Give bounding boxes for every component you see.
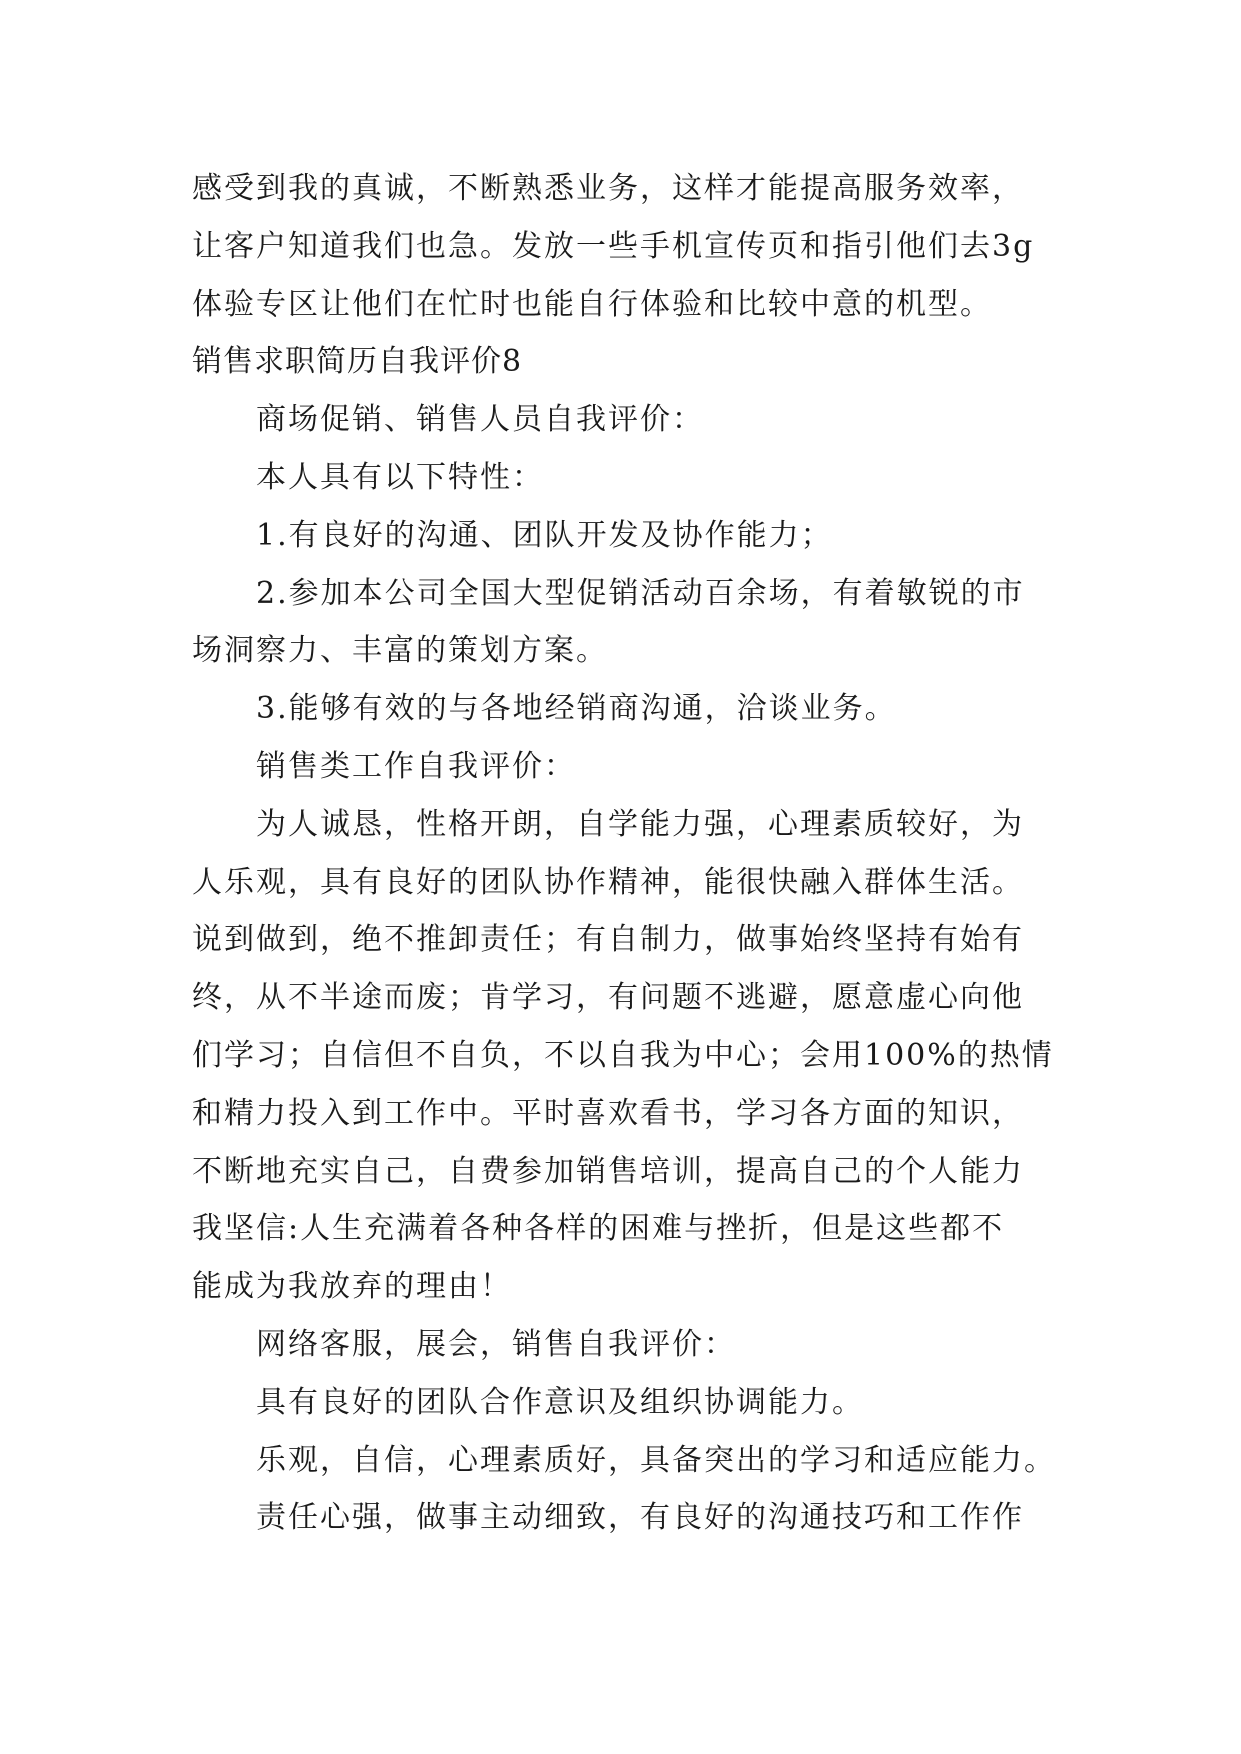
section-heading: 销售求职简历自我评价8: [192, 344, 523, 380]
subheading-line: 销售类工作自我评价：: [256, 748, 576, 784]
document-body: [192, 160, 1072, 1547]
subheading-line: 网络客服，展会，销售自我评价：: [256, 1326, 736, 1362]
paragraph-line: 本人具有以下特性：: [256, 459, 544, 495]
paragraph-line: 终，从不半途而废；肯学习，有问题不逃避，愿意虚心向他: [192, 980, 1024, 1016]
paragraph-line: 为人诚恳，性格开朗，自学能力强，心理素质较好，为: [256, 806, 1024, 842]
paragraph-line: 能成为我放弃的理由！: [192, 1269, 512, 1305]
paragraph-line: 责任心强，做事主动细致，有良好的沟通技巧和工作作: [256, 1500, 1024, 1536]
paragraph-line: 们学习；自信但不自负，不以自我为中心；会用100%的热情: [192, 1037, 1054, 1073]
list-item: 2.参加本公司全国大型促销活动百余场，有着敏锐的市: [256, 575, 1025, 611]
paragraph-line: 我坚信:人生充满着各种各样的困难与挫折，但是这些都不: [192, 1211, 1005, 1247]
paragraph-line: 场洞察力、丰富的策划方案。: [192, 633, 608, 669]
paragraph-line: 具有良好的团队合作意识及组织协调能力。: [256, 1384, 864, 1420]
paragraph-line: 感受到我的真诚，不断熟悉业务，这样才能提高服务效率，: [192, 171, 1024, 206]
paragraph-line: 体验专区让他们在忙时也能自行体验和比较中意的机型。: [192, 286, 992, 322]
paragraph-line: 不断地充实自己，自费参加销售培训，提高自己的个人能力: [192, 1153, 1024, 1189]
paragraph-line: 说到做到，绝不推卸责任；有自制力，做事始终坚持有始有: [192, 922, 1024, 958]
paragraph-line: 和精力投入到工作中。平时喜欢看书，学习各方面的知识，: [192, 1095, 1024, 1131]
paragraph-line: 让客户知道我们也急。发放一些手机宣传页和指引他们去3g: [192, 228, 1035, 264]
paragraph-line: 人乐观，具有良好的团队协作精神，能很快融入群体生活。: [192, 864, 1024, 900]
paragraph-line: 乐观，自信，心理素质好，具备突出的学习和适应能力。: [256, 1442, 1056, 1478]
subheading-line: 商场促销、销售人员自我评价：: [256, 402, 704, 438]
list-item: 1.有良好的沟通、团队开发及协作能力；: [256, 517, 833, 553]
list-item: 3.能够有效的与各地经销商沟通，洽谈业务。: [256, 691, 897, 727]
